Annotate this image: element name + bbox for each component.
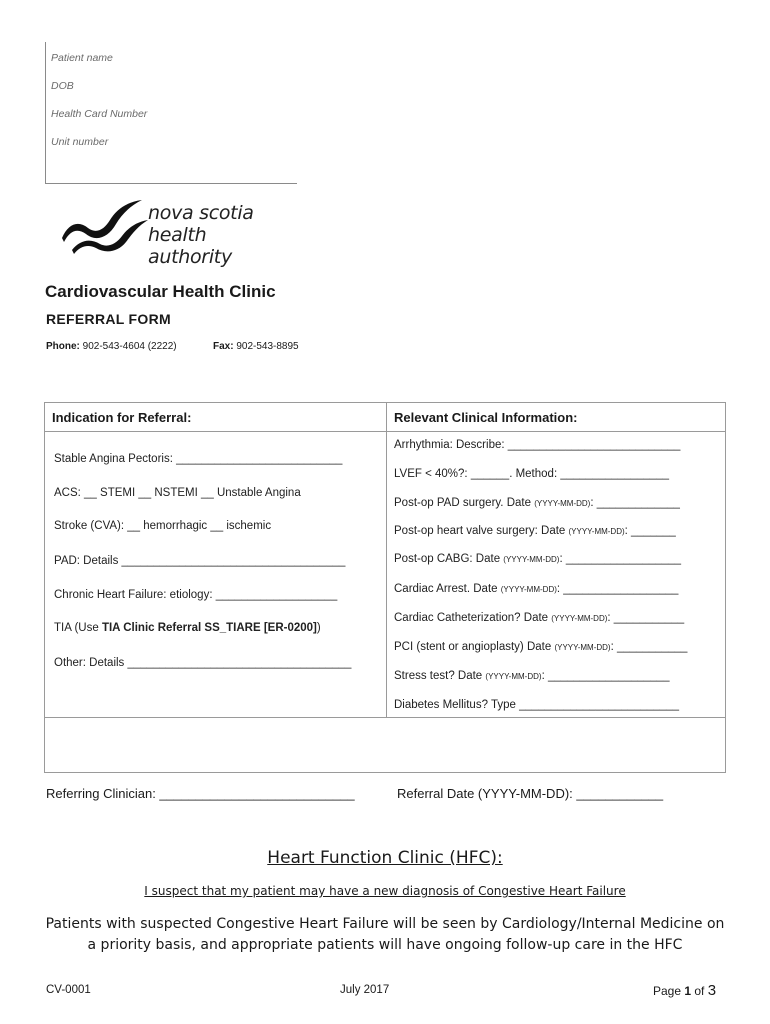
fax-value: 902-543-8895: [233, 341, 299, 352]
page-of: of: [691, 984, 708, 998]
hfc-title: Heart Function Clinic (HFC):: [267, 848, 503, 868]
phone-value: 902-543-4604 (2222): [79, 341, 177, 352]
unit-number-label[interactable]: Unit number: [51, 136, 109, 148]
date-format-hint: (YYYY-MM-DD): [485, 672, 542, 681]
acs-field[interactable]: ACS: __ STEMI __ NSTEMI __ Unstable Angina: [54, 487, 301, 499]
referral-date-field[interactable]: Referral Date (YYYY-MM-DD): ____________: [397, 786, 664, 801]
date-format-hint: (YYYY-MM-DD): [554, 643, 611, 652]
referring-clinician-field[interactable]: Referring Clinician: ___________________________: [46, 786, 355, 801]
cabg-blank: : __________________: [559, 553, 681, 565]
cabg-field[interactable]: [394, 553, 681, 565]
hfc-subtitle: I suspect that my patient may have a new diagnosis of Congestive Heart Failure: [144, 884, 626, 898]
clinical-info-header: Relevant Clinical Information:: [394, 410, 578, 425]
indication-header: Indication for Referral:: [52, 410, 192, 425]
clinic-title: Cardiovascular Health Clinic: [45, 282, 276, 301]
page-current: 1: [684, 984, 692, 998]
notes-area[interactable]: [45, 718, 725, 773]
other-field[interactable]: Other: Details ___________________________________: [54, 657, 352, 669]
pad-field[interactable]: PAD: Details ___________________________________: [54, 555, 346, 567]
phone-label: Phone:: [46, 341, 80, 352]
form-title: REFERRAL FORM: [46, 311, 171, 327]
cardiac-arrest-blank: : __________________: [556, 583, 679, 595]
stable-angina-field[interactable]: Stable Angina Pectoris: __________________________: [54, 453, 343, 465]
fax-label: Fax:: [213, 341, 234, 352]
stress-test-label: Stress test? Date: [394, 670, 486, 682]
diabetes-field[interactable]: Diabetes Mellitus? Type _________________________: [394, 699, 679, 711]
nsha-logo: [58, 194, 288, 268]
pad-surgery-label: Post-op PAD surgery. Date: [394, 497, 535, 509]
pci-blank: : ___________: [610, 641, 688, 653]
cardiac-arrest-label: Cardiac Arrest. Date: [394, 583, 501, 595]
date-format-hint: (YYYY-MM-DD): [534, 499, 591, 508]
form-code: CV-0001: [46, 984, 91, 996]
hfc-body: Patients with suspected Congestive Heart Failure will be seen by Cardiology/Internal Medicine on a priority basis, and appropriate patients will have ongoing follow-up care in the HFC: [45, 916, 725, 953]
date-format-hint: (YYYY-MM-DD): [500, 585, 557, 594]
table-divider-vertical: [386, 403, 387, 717]
arrhythmia-field[interactable]: Arrhythmia: Describe: ___________________________: [394, 439, 681, 451]
stroke-field[interactable]: Stroke (CVA): __ hemorrhagic __ ischemic: [54, 520, 272, 532]
stress-test-field[interactable]: [394, 670, 669, 682]
phone-line: [46, 341, 177, 352]
date-format-hint: (YYYY-MM-DD): [503, 555, 560, 564]
dob-label[interactable]: DOB: [51, 80, 74, 92]
table-header-divider: [45, 431, 725, 432]
fax-line: [213, 341, 299, 352]
wave-logo-icon: [58, 194, 150, 260]
valve-surgery-blank: : _______: [624, 525, 676, 537]
pci-field[interactable]: [394, 641, 687, 653]
lvef-field[interactable]: LVEF < 40%?: ______. Method: _________________: [394, 468, 670, 480]
cardiac-arrest-field[interactable]: [394, 583, 678, 595]
cabg-label: Post-op CABG: Date: [394, 553, 504, 565]
tia-referral-link: TIA Clinic Referral SS_TIARE [ER-0200]: [101, 622, 317, 634]
chf-field[interactable]: Chronic Heart Failure: etiology: ___________________: [54, 589, 338, 601]
valve-surgery-field[interactable]: [394, 525, 676, 537]
page-total: 3: [707, 982, 717, 999]
health-card-label[interactable]: Health Card Number: [51, 108, 148, 120]
catheterization-blank: : ___________: [607, 612, 685, 624]
date-format-hint: (YYYY-MM-DD): [551, 614, 608, 623]
patient-info-box: [45, 42, 297, 184]
pci-label: PCI (stent or angioplasty) Date: [394, 641, 555, 653]
pad-surgery-field[interactable]: [394, 497, 680, 509]
valve-surgery-label: Post-op heart valve surgery: Date: [394, 525, 569, 537]
page-number: [653, 982, 716, 999]
referral-table: [44, 402, 726, 773]
catheterization-field[interactable]: [394, 612, 684, 624]
tia-suffix: ): [316, 622, 321, 634]
logo-text-line1: nova scotia: [148, 202, 254, 224]
form-date: July 2017: [340, 984, 390, 996]
stress-test-blank: : ___________________: [541, 670, 670, 682]
patient-name-label[interactable]: Patient name: [51, 52, 113, 64]
logo-text-line2: health authority: [148, 224, 232, 268]
tia-field[interactable]: [54, 622, 321, 634]
tia-prefix: TIA (Use: [54, 622, 102, 634]
date-format-hint: (YYYY-MM-DD): [568, 527, 625, 536]
catheterization-label: Cardiac Catheterization? Date: [394, 612, 552, 624]
page-prefix: Page: [653, 984, 685, 998]
pad-surgery-blank: : _____________: [590, 497, 680, 509]
